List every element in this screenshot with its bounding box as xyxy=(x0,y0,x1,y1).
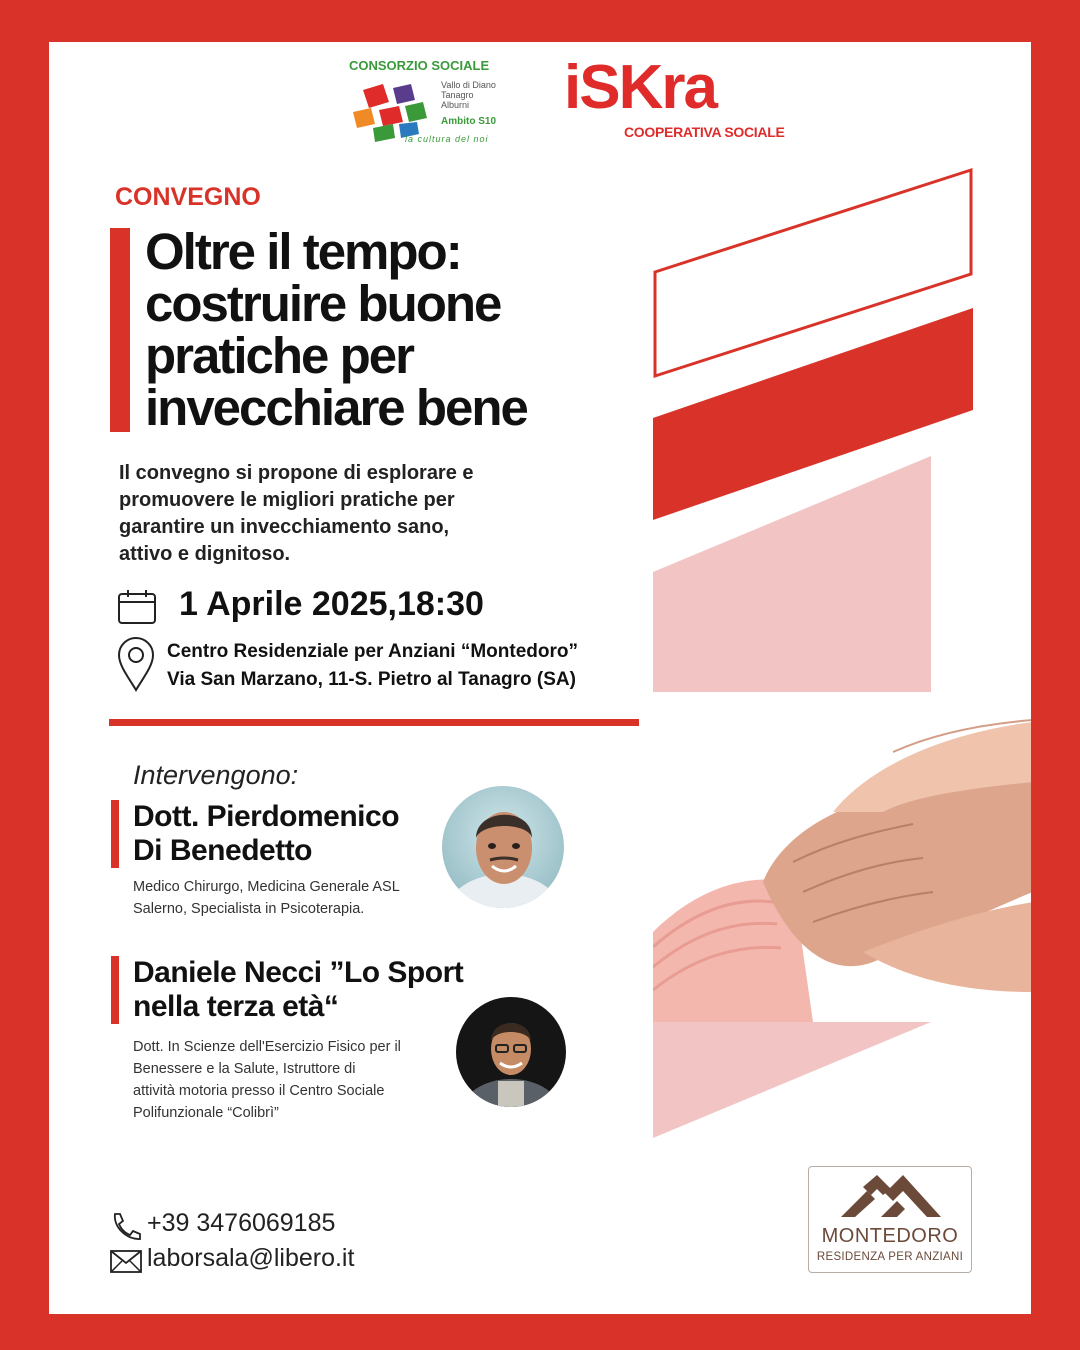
iskra-logo xyxy=(564,53,794,150)
title-line-4: invecchiare bene xyxy=(145,379,527,436)
mail-icon xyxy=(109,1246,143,1276)
title-line-2: costruire buone xyxy=(145,275,501,332)
event-title xyxy=(145,223,625,436)
event-date: 1 Aprile 2025,18:30 xyxy=(179,585,484,623)
hands-photo xyxy=(653,692,1031,1022)
event-kicker: CONVEGNO xyxy=(115,183,261,211)
consorzio-sub-1: Vallo di Diano xyxy=(441,80,496,90)
intro-line-2: promuovere le migliori pratiche per xyxy=(119,489,455,511)
phone-contact[interactable] xyxy=(109,1209,409,1243)
montedoro-logo xyxy=(808,1166,972,1273)
avatar xyxy=(456,997,566,1107)
poster-card xyxy=(49,42,1031,1314)
event-address: Via San Marzano, 11-S. Pietro al Tanagro (SA) xyxy=(167,669,576,690)
event-venue: Centro Residenziale per Anziani “Montedoro” xyxy=(167,641,579,662)
phone-icon xyxy=(109,1211,143,1241)
intro-line-4: attivo e dignitoso. xyxy=(119,543,291,565)
montedoro-sub: RESIDENZA PER ANZIANI xyxy=(816,1251,964,1263)
title-line-1: Oltre il tempo: xyxy=(145,223,461,280)
intro-line-1: Il convegno si propone di esplorare e xyxy=(119,462,474,484)
avatar xyxy=(442,786,564,908)
iskra-sub: COOPERATIVA SOCIALE xyxy=(624,124,785,140)
consorzio-motto: la cultura del noi xyxy=(405,134,489,144)
speakers-heading: Intervengono: xyxy=(133,760,299,790)
speaker-description: Dott. In Scienze dell'Esercizio Fisico per il Benessere e la Salute, Istruttore di attività motoria presso il Centro Sociale Polifunzionale “Colibrì” xyxy=(133,1039,401,1121)
phone-number: +39 3476069185 xyxy=(147,1209,336,1237)
intro-text xyxy=(119,460,559,568)
consorzio-ambito: Ambito S10 xyxy=(441,116,497,127)
consorzio-sub-2: Tanagro xyxy=(441,90,474,100)
montedoro-mark-icon xyxy=(841,1173,941,1221)
speaker-name: Dott. Pierdomenico Di Benedetto xyxy=(133,800,400,867)
title-line-3: pratiche per xyxy=(145,327,413,384)
location-pin-icon xyxy=(117,636,155,692)
email-address: laborsala@libero.it xyxy=(147,1244,355,1272)
intro-line-3: garantire un invecchiamento sano, xyxy=(119,516,450,538)
speaker-accent-bar xyxy=(111,800,119,868)
consorzio-sub-3: Alburni xyxy=(441,100,470,110)
speaker-description: Medico Chirurgo, Medicina Generale ASL Salerno, Specialista in Psicoterapia. xyxy=(133,879,400,917)
speaker-accent-bar xyxy=(111,956,119,1024)
montedoro-name: MONTEDORO xyxy=(821,1225,959,1247)
title-accent-bar xyxy=(110,228,130,432)
section-divider xyxy=(109,719,639,726)
speaker-name: Daniele Necci ”Lo Sport nella terza età“ xyxy=(133,956,464,1023)
calendar-icon xyxy=(117,589,157,625)
iskra-word: iSKra xyxy=(564,53,716,122)
email-contact[interactable] xyxy=(109,1244,439,1278)
consorzio-title: CONSORZIO SOCIALE xyxy=(349,58,490,73)
consorzio-logo xyxy=(349,58,519,148)
